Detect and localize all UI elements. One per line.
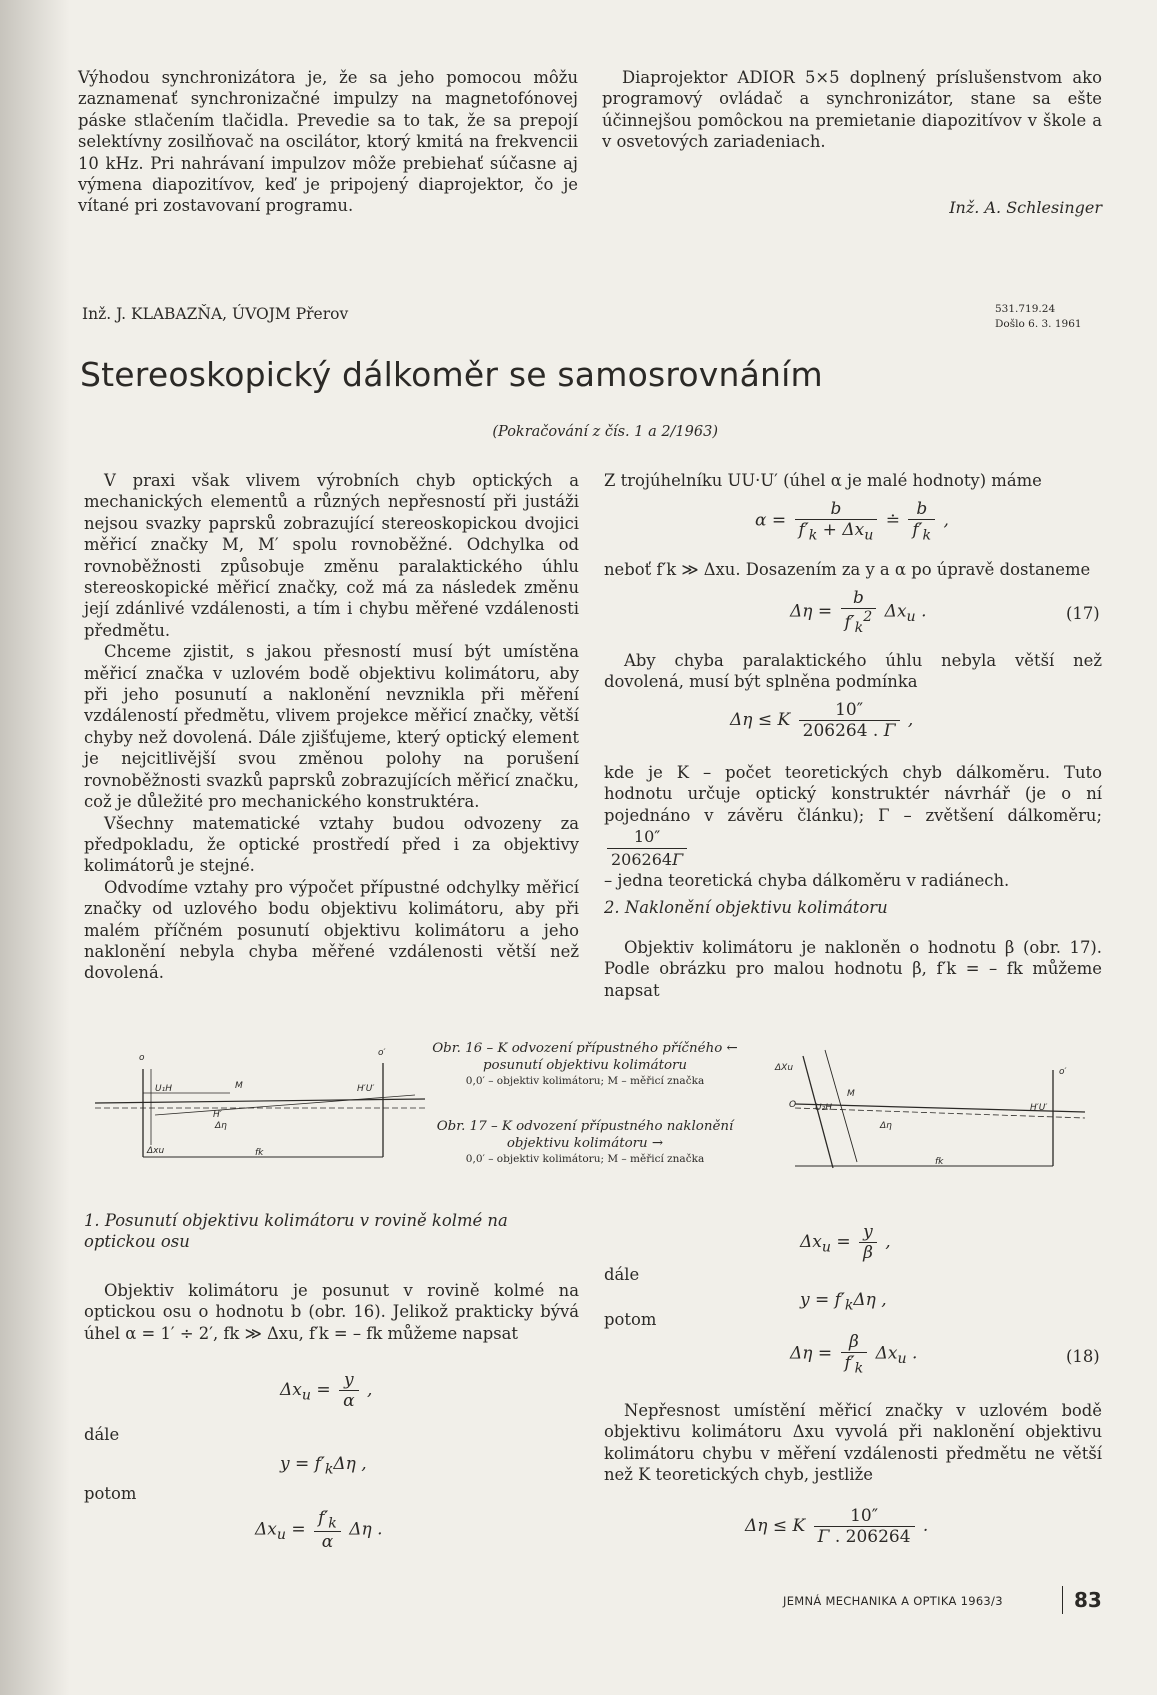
right-p4 [604, 762, 1102, 891]
label-delta-x: ΔXu [775, 1063, 794, 1073]
paragraph: Chceme zjistit, s jakou přesností musí být umístěna měřicí značka v uzlovém bodě objektivu kolimátoru, aby při jeho posunutí a naklonění nevznikla při měření vzdáleností předmětu, vlivem projekce měřicí značky, větší chyby než dovolená. Dále zjišťujeme, který optický element je nejcitlivější svou změnou polohy na porušení rovnoběžnosti svazků paprsků zobrazujících měřicí značku, což je důležité pro mechanického konstruktéra. [84, 642, 579, 812]
top-left-paragraph [78, 67, 578, 217]
equation-alpha: α = $\frac{b}{f'_k + \Delta x_u}$ ≐ $\frac{b}{f'_k}$ , [755, 499, 949, 544]
byline: Inž. J. KLABAZŇA, ÚVOJM Přerov [82, 305, 349, 323]
equation-17: Δη = $\frac{b}{f'_k^2}$ $\Delta x_u$ . [790, 588, 927, 637]
left-bottom-p1 [84, 1280, 579, 1344]
potom-right: potom [604, 1310, 657, 1329]
top-right-text: Diaprojektor ADIOR 5×5 doplnený príslušenstvom ako programový ovládač a synchronizátor, stane sa ešte účinnejšou pomôckou na premietanie diapozitívov v škole a v osvetových zariadeniach. [602, 68, 1102, 152]
dale-right: dále [604, 1265, 640, 1284]
figure-17 [775, 1040, 1095, 1175]
section-1-heading-text: 1. Posunutí objektivu kolimátoru v rovině kolmé na optickou osu [84, 1211, 508, 1251]
footer-journal: JEMNÁ MECHANIKA A OPTIKA 1963/3 [783, 1594, 1003, 1608]
label-uh: U₁H [155, 1084, 172, 1094]
figure-16-caption-block [420, 1040, 750, 1088]
label-o: o [139, 1053, 145, 1063]
equation-condition: Δη ≤ K $\frac{10''}{206264 . \Gamma}$ , [730, 700, 914, 741]
article-title: Stereoskopický dálkoměr se samosrovnáním [80, 355, 823, 394]
section-1-heading [84, 1210, 554, 1252]
figure-16-legend: 0,0′ – objektiv kolimátoru; M – měřicí značka [465, 1075, 705, 1087]
label-hu: H′U′ [357, 1084, 375, 1094]
page-edge-shadow [0, 0, 70, 1695]
paragraph: Z trojúhelníku UU·U′ (úhel α je malé hodnoty) máme [604, 471, 1042, 490]
figure-16 [95, 1045, 425, 1170]
ray-line [155, 1095, 415, 1115]
equation-y-right: $y = f'_k\Delta\eta$ , [800, 1290, 887, 1314]
label-m: M [847, 1089, 855, 1099]
paragraph: Objektiv kolimátoru je nakloněn o hodnotu β (obr. 17). Podle obrázku pro malou hodnotu β, f′k = – fk můžeme napsat [604, 938, 1102, 1000]
optical-axis [95, 1099, 425, 1103]
left-column [84, 470, 579, 984]
paragraph: – jedna teoretická chyba dálkoměru v radiánech. [604, 871, 1010, 891]
received-date: Došlo 6. 3. 1961 [995, 318, 1082, 330]
paragraph: kde je K – počet teoretických chyb dálkoměru. Tuto hodnotu určuje optický konstruktér návrhář (je o ní pojednáno v závěru článku); Γ – zvětšení dálkoměru; [604, 763, 1102, 825]
label-fk: fk [935, 1157, 944, 1167]
top-right-paragraph [602, 67, 1102, 153]
equation-18: Δη = $\frac{\beta}{f'_k}$ $\Delta x_u$ . [790, 1332, 918, 1377]
paragraph: V praxi však vlivem výrobních chyb optických a mechanických elementů a různých nepřesností při justáži nejsou svazky paprsků zobrazující stereoskopickou dvojici měřicí značky M, M′ spolu rovnoběžné. Odchylka od rovnoběžnosti způsobuje změnu paralaktického úhlu stereoskopické měřicí značky, což má za následek změnu její zdánlivé vzdálenosti, a tím i chybu měřené vzdálenosti předmětu. [84, 471, 579, 640]
label-o-prime: o′ [378, 1048, 386, 1058]
label-m: M [235, 1081, 243, 1091]
right-p5 [604, 937, 1102, 1001]
label-delta-x: Δxu [147, 1146, 165, 1156]
page-number: 83 [1074, 1588, 1102, 1612]
figure-17-caption-block [420, 1118, 750, 1166]
right-p3 [604, 650, 1102, 693]
figure-16-caption: Obr. 16 – K odvození přípustného příčného ← posunutí objektivu kolimátoru [432, 1041, 738, 1073]
paragraph: Objektiv kolimátoru je posunut v rovině kolmé na optickou osu o hodnotu b (obr. 16). Jelikož prakticky bývá úhel α = 1′ ÷ 2′, fk ≫ Δxu, f′k = – fk můžeme napsat [84, 1281, 579, 1343]
label-o: O [789, 1100, 797, 1110]
udc-code: 531.719.24 [995, 303, 1056, 315]
equation-y-left: $y = f'_k\Delta\eta$ , [280, 1454, 367, 1478]
label-fk: fk [255, 1148, 264, 1158]
right-bottom-p6 [604, 1400, 1102, 1486]
label-o-prime: o′ [1059, 1067, 1067, 1077]
equation-delta-x-left: $\Delta x_u$ = $\frac{y}{\alpha}$ , [280, 1370, 373, 1411]
paragraph: Aby chyba paralaktického úhlu nebyla větší než dovolená, musí být splněna podmínka [604, 651, 1102, 692]
section-2-heading: 2. Naklonění objektivu kolimátoru [604, 898, 888, 917]
equation-delta-x-right: $\Delta x_u$ = $\frac{y}{\beta}$ , [800, 1222, 891, 1263]
footer-divider [1062, 1586, 1063, 1614]
label-uh: U₂H [815, 1103, 832, 1113]
fraction-one-error: $\frac{10''}{206264\Gamma}$ [607, 826, 687, 870]
equation-number-18: (18) [1066, 1347, 1100, 1366]
right-p1 [604, 470, 1102, 491]
top-left-text: Výhodou synchronizátora je, že sa jeho pomocou môžu zaznamenať synchronizačné impulzy na magnetofónovej páske stlačením tlačidla. Prevedie sa to tak, že sa prepojí selektívny zosilňovač na oscilátor, ktorý kmitá na frekvencii 10 kHz. Pri nahrávaní impulzov môže prebiehať súčasne aj výmena diapozitívov, keď je pripojený diaprojektor, čo je vítané pri zostavovaní programu. [78, 68, 578, 216]
figure-17-caption: Obr. 17 – K odvození přípustného naklonění objektivu kolimátoru → [436, 1119, 734, 1151]
equation-final-condition: Δη ≤ K $\frac{10''}{\Gamma . 206264}$ . [745, 1506, 929, 1547]
potom-left: potom [84, 1484, 137, 1503]
paragraph: Nepřesnost umístění měřicí značky v uzlovém bodě objektivu kolimátoru Δxu vyvolá při naklonění objektivu kolimátoru chybu v měření vzdálenosti předmětu ne větší než K teoretických chyb, jestliže [604, 1401, 1102, 1485]
dale-left: dále [84, 1425, 120, 1444]
continuation-note: (Pokračování z čís. 1 a 2/1963) [492, 424, 718, 440]
label-delta-eta: Δη [880, 1121, 892, 1131]
equation-number-17: (17) [1066, 604, 1100, 623]
equation-delta-x-final: $\Delta x_u$ = $\frac{f'_k}{\alpha}$ Δη . [255, 1508, 383, 1553]
top-author: Inž. A. Schlesinger [949, 198, 1102, 217]
paragraph: Všechny matematické vztahy budou odvozeny za předpokladu, že optické prostředí před i za objektivy kolimátorů je stejné. [84, 813, 579, 876]
right-p2 [604, 559, 1102, 580]
label-h: H′ [213, 1110, 222, 1120]
paragraph: neboť f′k ≫ Δxu. Dosazením za y a α po úpravě dostaneme [604, 560, 1091, 579]
figure-17-legend: 0,0′ – objektiv kolimátoru; M – měřicí značka [465, 1153, 705, 1165]
label-hu: H′U′ [1030, 1103, 1048, 1113]
paragraph: Odvodíme vztahy pro výpočet přípustné odchylky měřicí značky od uzlového bodu objektivu kolimátoru, aby při malém příčném posunutí objektivu kolimátoru a jeho naklonění nebyla chyba měřené vzdálenosti větší než dovolená. [84, 877, 579, 983]
label-delta-eta: Δη [215, 1121, 227, 1131]
